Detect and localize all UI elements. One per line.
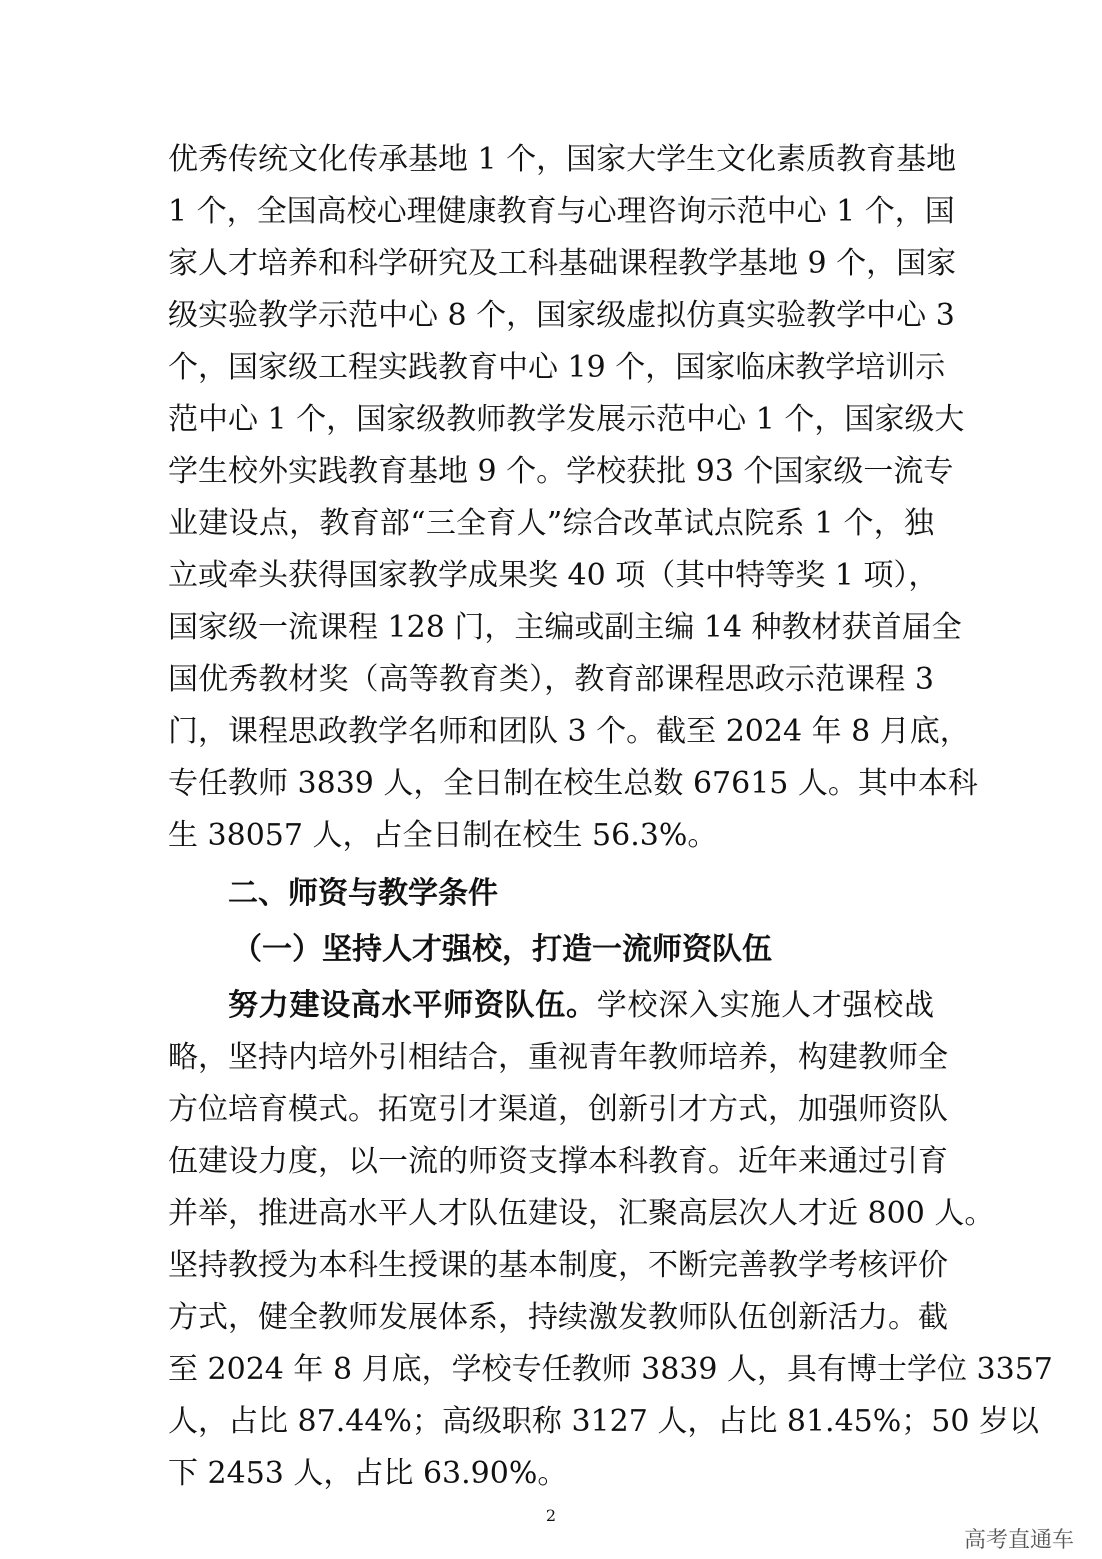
paragraph-line: 1 个，全国高校心理健康教育与心理咨询示范中心 1 个，国 (168, 194, 955, 229)
paragraph-line: 门，课程思政教学名师和团队 3 个。截至 2024 年 8 月底， (168, 714, 970, 749)
paragraph-lead: 努力建设高水平师资队伍。 (228, 988, 597, 1023)
paragraph-first-line (228, 980, 934, 1032)
paragraph-line: 坚持教授为本科生授课的基本制度，不断完善教学考核评价 (168, 1248, 948, 1283)
paragraph-line: 家人才培养和科学研究及工科基础课程教学基地 9 个，国家 (168, 246, 957, 281)
paragraph-line: 人，占比 87.44%；高级职称 3127 人，占比 81.45%；50 岁以 (168, 1404, 1039, 1439)
paragraph-line: 方位培育模式。拓宽引才渠道，创新引才方式，加强师资队 (168, 1092, 948, 1127)
page-number: 2 (545, 1506, 557, 1525)
paragraph-line: 级实验教学示范中心 8 个，国家级虚拟仿真实验教学中心 3 (168, 298, 955, 333)
section-heading: 二、师资与教学条件 (228, 876, 498, 911)
paragraph-line: 立或牵头获得国家教学成果奖 40 项（其中特等奖 1 项）， (168, 558, 939, 593)
paragraph-line: 方式，健全教师发展体系，持续激发教师队伍创新活力。截 (168, 1300, 948, 1335)
paragraph-line: 优秀传统文化传承基地 1 个，国家大学生文化素质教育基地 (168, 142, 957, 177)
paragraph-line: 业建设点，教育部“三全育人”综合改革试点院系 1 个，独 (168, 506, 934, 541)
paragraph-line: 范中心 1 个，国家级教师教学发展示范中心 1 个，国家级大 (168, 402, 965, 437)
paragraph-line: 专任教师 3839 人，全日制在校生总数 67615 人。其中本科 (168, 766, 978, 801)
watermark-text: 高考直通车 (963, 1528, 1074, 1553)
paragraph-line: 个，国家级工程实践教育中心 19 个，国家临床教学培训示 (168, 350, 946, 385)
paragraph-line: 下 2453 人，占比 63.90%。 (168, 1456, 568, 1491)
paragraph-line: 伍建设力度，以一流的师资支撑本科教育。近年来通过引育 (168, 1144, 948, 1179)
paragraph-line: 国家级一流课程 128 门，主编或副主编 14 种教材获首届全 (168, 610, 962, 645)
paragraph-line: 至 2024 年 8 月底，学校专任教师 3839 人，具有博士学位 3357 (168, 1352, 1053, 1387)
paragraph-line: 略，坚持内培外引相结合，重视青年教师培养，构建教师全 (168, 1040, 948, 1075)
paragraph-line: 并举，推进高水平人才队伍建设，汇聚高层次人才近 800 人。 (168, 1196, 995, 1231)
paragraph-line: 学生校外实践教育基地 9 个。学校获批 93 个国家级一流专 (168, 454, 954, 489)
subsection-heading: （一）坚持人才强校，打造一流师资队伍 (232, 932, 772, 967)
paragraph-line: 国优秀教材奖（高等教育类），教育部课程思政示范课程 3 (168, 662, 934, 697)
paragraph-line: 生 38057 人，占全日制在校生 56.3%。 (168, 818, 718, 853)
paragraph-first-line-rest: 学校深入实施人才强校战 (596, 988, 935, 1023)
